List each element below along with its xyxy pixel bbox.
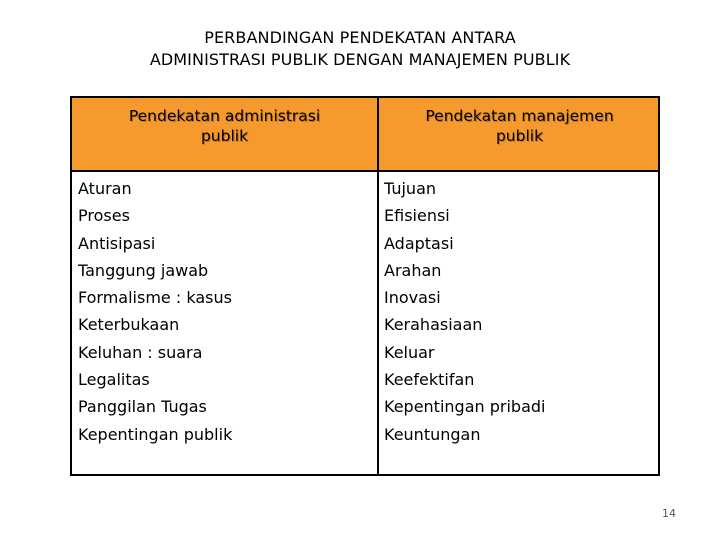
list-item: Tanggung jawab xyxy=(78,260,209,280)
list-item: Arahan xyxy=(384,260,442,280)
list-item: Legalitas xyxy=(78,370,150,390)
list-item: Antisipasi xyxy=(78,233,156,253)
administrasi-column xyxy=(78,175,232,448)
header-administrasi xyxy=(72,106,377,146)
list-item: Efisiensi xyxy=(384,206,450,226)
comparison-table xyxy=(70,96,660,476)
list-item: Keluar xyxy=(384,342,435,362)
list-item: Kepentingan publik xyxy=(78,424,233,444)
column-divider xyxy=(377,98,379,474)
list-item: Aturan xyxy=(78,179,132,198)
title-line-2: ADMINISTRASI PUBLIK DENGAN MANAJEMEN PUBLIK xyxy=(149,50,571,69)
list-item: Inovasi xyxy=(384,288,441,308)
list-item: Kerahasiaan xyxy=(384,315,483,335)
list-item: Tujuan xyxy=(384,179,437,198)
slide-title xyxy=(0,27,720,71)
manajemen-column xyxy=(384,175,545,448)
page-number: 14 xyxy=(662,507,676,520)
list-item: Panggilan Tugas xyxy=(78,397,207,417)
header-left-line-1: Pendekatan administrasi xyxy=(128,107,321,125)
list-item: Keterbukaan xyxy=(78,315,180,335)
list-item: Adaptasi xyxy=(384,233,454,253)
list-item: Keluhan : suara xyxy=(78,342,203,362)
header-divider xyxy=(72,170,658,172)
list-item: Kepentingan pribadi xyxy=(384,397,546,417)
list-item: Keefektifan xyxy=(384,370,475,390)
title-line-1: PERBANDINGAN PENDEKATAN ANTARA xyxy=(204,28,516,47)
header-right-line-1: Pendekatan manajemen xyxy=(425,107,614,125)
list-item: Keuntungan xyxy=(384,424,481,444)
list-item: Proses xyxy=(78,206,130,226)
header-left-line-2: publik xyxy=(200,127,249,145)
header-right-line-2: publik xyxy=(495,127,544,145)
header-manajemen xyxy=(379,106,660,146)
list-item: Formalisme : kasus xyxy=(78,288,232,308)
table-header xyxy=(72,98,658,170)
